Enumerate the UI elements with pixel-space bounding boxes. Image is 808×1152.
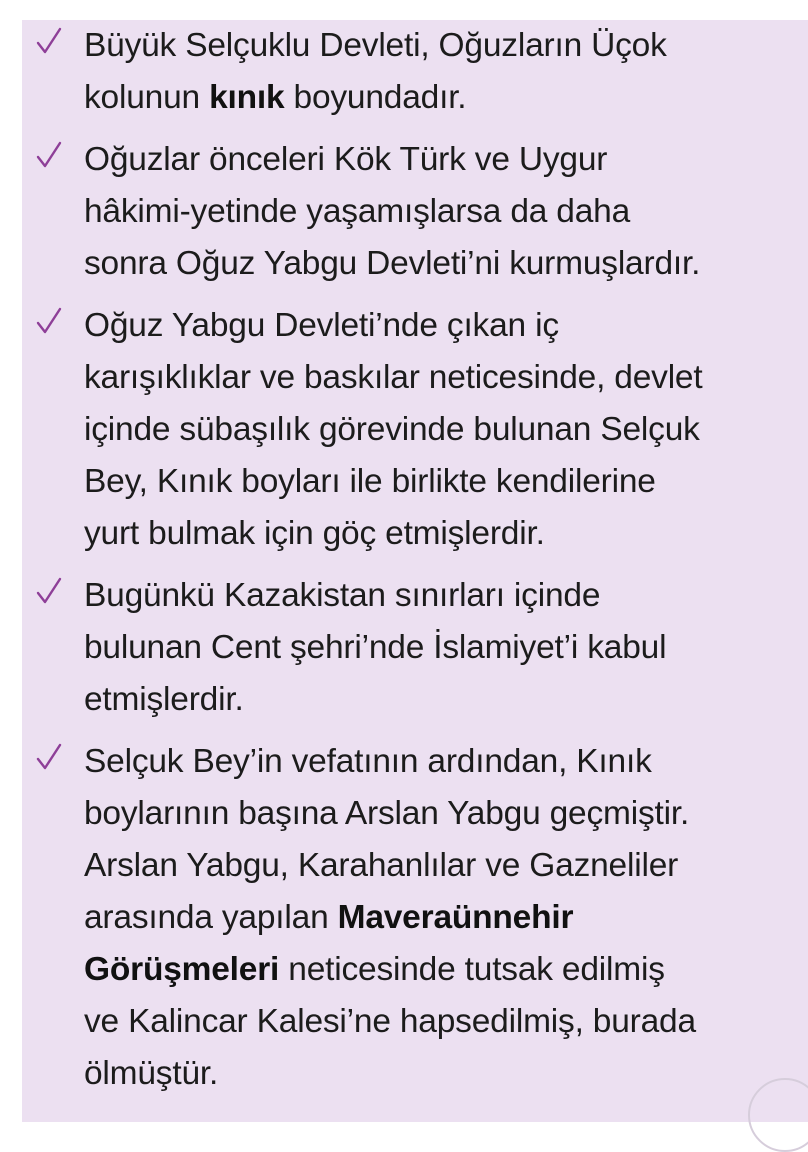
text-segment: neticesinde tutsak edilmiş xyxy=(279,951,665,988)
text-segment: Arslan Yabgu, Karahanlılar ve Gazneliler xyxy=(84,847,679,884)
text-segment: Selçuk Bey’in vefatının ardından, Kınık xyxy=(84,743,652,780)
item-text xyxy=(84,570,804,726)
checkmark-icon xyxy=(36,306,62,336)
list-item xyxy=(22,570,808,726)
item-text xyxy=(84,300,804,560)
bullet-list xyxy=(22,20,808,1100)
item-text xyxy=(84,134,804,290)
text-segment: bulunan Cent şehri’nde İslamiyet’i kabul xyxy=(84,629,667,666)
text-segment: Bugünkü Kazakistan sınırları içinde xyxy=(84,577,601,614)
text-segment: ölmüştür. xyxy=(84,1055,219,1092)
text-segment: Bey, Kınık boyları ile birlikte kendilerine xyxy=(84,463,656,500)
list-item xyxy=(22,736,808,1100)
list-item xyxy=(22,134,808,290)
text-segment: kolunun xyxy=(84,79,210,116)
list-item xyxy=(22,300,808,560)
text-segment: ve Kalincar Kalesi’ne hapsedilmiş, burada xyxy=(84,1003,696,1040)
bold-term: Maveraünnehir xyxy=(337,899,574,936)
bold-term: kınık xyxy=(209,79,285,116)
text-segment: arasında yapılan xyxy=(84,899,338,936)
corner-decoration xyxy=(748,1078,808,1152)
text-segment: sonra Oğuz Yabgu Devleti’ni kurmuşlardır. xyxy=(84,245,701,282)
text-segment: etmişlerdir. xyxy=(84,681,244,718)
checkmark-icon xyxy=(36,576,62,606)
text-segment: boyundadır. xyxy=(284,79,467,116)
checkmark-icon xyxy=(36,26,62,56)
checkmark-icon xyxy=(36,140,62,170)
item-text xyxy=(84,736,804,1100)
bold-term: Görüşmeleri xyxy=(84,951,280,988)
text-segment: yurt bulmak için göç etmişlerdir. xyxy=(84,515,545,552)
item-text xyxy=(84,20,804,124)
text-segment: içinde sübaşılık görevinde bulunan Selçuk xyxy=(84,411,700,448)
text-segment: Oğuzlar önceleri Kök Türk ve Uygur xyxy=(84,141,608,178)
checkmark-icon xyxy=(36,742,62,772)
list-item xyxy=(22,20,808,124)
text-segment: boylarının başına Arslan Yabgu geçmiştir. xyxy=(84,795,690,832)
text-segment: Büyük Selçuklu Devleti, Oğuzların Üçok xyxy=(84,27,667,64)
text-segment: hâkimi-yetinde yaşamışlarsa da daha xyxy=(84,193,631,230)
info-panel xyxy=(22,20,808,1122)
text-segment: karışıklıklar ve baskılar neticesinde, devlet xyxy=(84,359,703,396)
text-segment: Oğuz Yabgu Devleti’nde çıkan iç xyxy=(84,307,559,344)
